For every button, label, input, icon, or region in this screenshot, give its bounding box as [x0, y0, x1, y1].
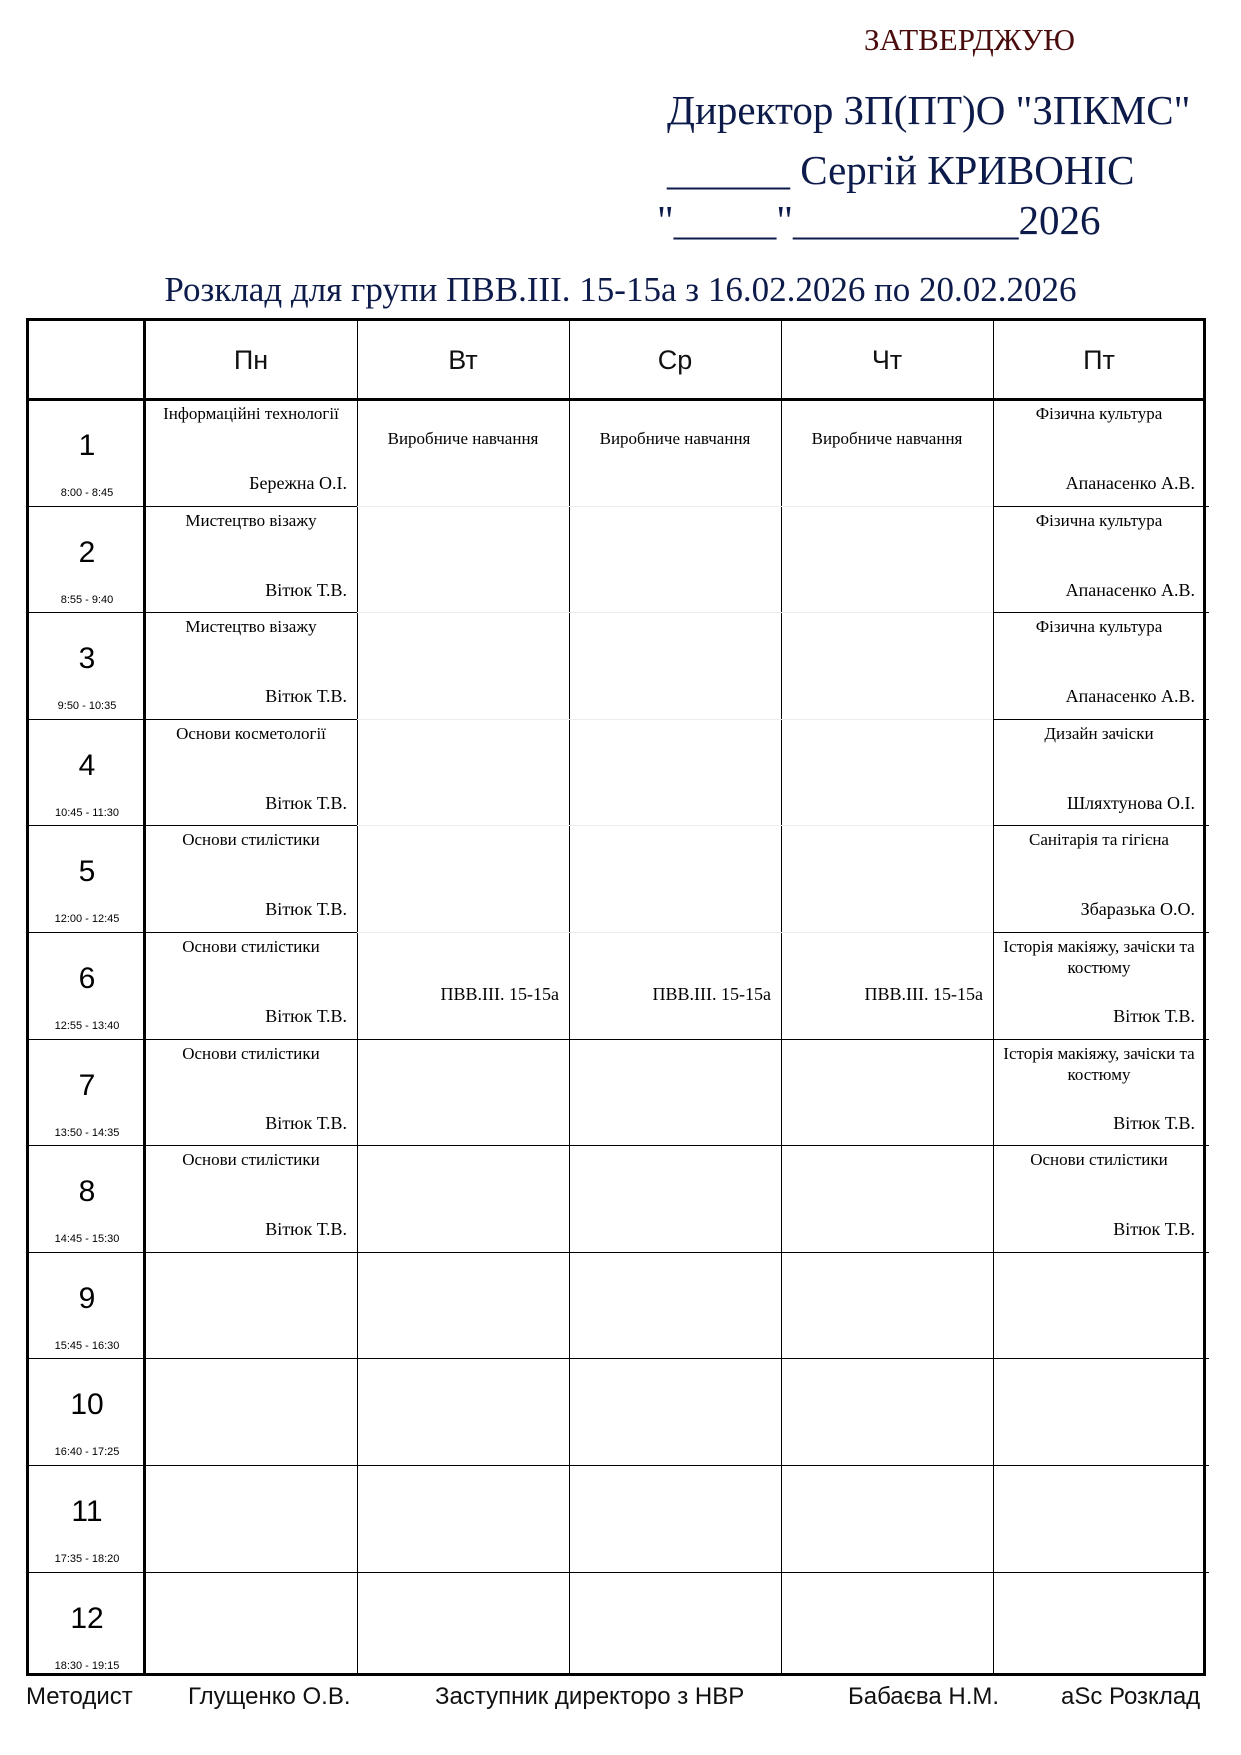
period-time: 17:35 - 18:20	[54, 1553, 120, 1565]
row-divider	[993, 1572, 1209, 1573]
lesson-teacher: Апанасенко А.В.	[1065, 473, 1195, 493]
lesson-teacher: Шляхтунова О.І.	[1067, 792, 1195, 813]
row-divider	[357, 1039, 993, 1040]
lesson-cell[interactable]	[993, 506, 1205, 613]
lesson-subject: Основи стилістики	[182, 830, 320, 850]
schedule-title: Розклад для групи ПВВ.ІІІ. 15-15а з 16.02.2026 по 20.02.2026	[164, 270, 1077, 309]
lesson-cell[interactable]	[145, 506, 357, 613]
block-faint-divider	[357, 932, 993, 933]
row-divider	[29, 1572, 357, 1573]
block-faint-divider	[357, 719, 993, 720]
row-divider	[357, 1145, 993, 1146]
period-time: 13:50 - 14:35	[54, 1126, 120, 1139]
row-divider	[357, 1252, 993, 1253]
lesson-teacher: Вітюк Т.В.	[265, 579, 347, 600]
period-time: 10:45 - 11:30	[54, 806, 119, 819]
lesson-subject: Фізична культура	[1035, 404, 1163, 423]
lesson-subject: Санітарія та гігієна	[1029, 830, 1169, 850]
period-number: 11	[71, 1495, 103, 1528]
approved-label: ЗАТВЕРДЖУЮ	[864, 22, 1075, 57]
row-divider	[29, 1465, 357, 1466]
period-number: 8	[78, 1175, 96, 1209]
lesson-cell[interactable]	[993, 825, 1205, 932]
block-faint-divider	[357, 612, 993, 613]
lesson-subject: Історія макіяжу, зачіски та костюму	[1003, 1043, 1195, 1084]
lesson-teacher: Вітюк Т.В.	[265, 1112, 347, 1133]
lesson-cell[interactable]	[993, 612, 1205, 719]
lesson-subject: Основи стилістики	[182, 1043, 320, 1063]
software-credit: aSc Розклад	[1061, 1683, 1201, 1710]
day-header: Чт	[871, 345, 903, 375]
period-number: 12	[70, 1601, 104, 1635]
lesson-cell[interactable]	[145, 1145, 357, 1252]
block-faint-divider	[357, 506, 993, 507]
day-header: Пт	[1083, 345, 1115, 375]
lesson-subject: Фізична культура	[1035, 510, 1163, 530]
period-time: 18:30 - 19:15	[54, 1659, 120, 1672]
period-time: 14:45 - 15:30	[54, 1233, 120, 1246]
lesson-subject: Історія макіяжу, зачіски та костюму	[1003, 937, 1195, 977]
lesson-teacher: Вітюк Т.В.	[265, 899, 347, 920]
period-number: 5	[78, 855, 96, 889]
period-time: 8:00 - 8:45	[60, 487, 114, 499]
lesson-cell[interactable]	[145, 612, 357, 719]
lesson-subject: Основи косметології	[176, 723, 326, 743]
lesson-subject: Основи стилістики	[182, 1150, 320, 1170]
row-divider	[993, 1252, 1209, 1253]
lesson-cell[interactable]	[993, 399, 1205, 506]
lesson-teacher: Збаразька О.О.	[1080, 899, 1195, 920]
lesson-teacher: Вітюк Т.В.	[265, 792, 347, 813]
lesson-subject: Основи стилістики	[182, 937, 320, 956]
timetable	[26, 318, 1206, 1676]
practice-block-subject: Виробниче навчання	[811, 429, 963, 448]
director-signature-line: ______ Сергій КРИВОНІС	[667, 147, 1135, 193]
period-time: 8:55 - 9:40	[60, 593, 114, 606]
approval-date-line: "_____"___________2026	[657, 197, 1101, 243]
lesson-cell[interactable]	[145, 719, 357, 826]
period-time: 12:00 - 12:45	[54, 913, 120, 926]
lesson-teacher: Вітюк Т.В.	[265, 686, 347, 707]
period-number: 3	[78, 642, 96, 676]
row-divider	[357, 1572, 993, 1573]
practice-block-group: ПВВ.ІІІ. 15-15а	[440, 984, 559, 1004]
lesson-cell[interactable]	[993, 932, 1205, 1039]
period-number: 7	[78, 1068, 96, 1102]
methodist-name: Глущенко О.В.	[188, 1683, 351, 1710]
lesson-cell[interactable]	[993, 1039, 1205, 1146]
row-divider	[993, 1465, 1209, 1466]
lesson-teacher: Вітюк Т.В.	[1113, 1006, 1195, 1026]
lesson-teacher: Бережна О.І.	[249, 473, 347, 493]
lesson-subject: Фізична культура	[1035, 617, 1163, 637]
lesson-cell[interactable]	[145, 1039, 357, 1146]
row-divider	[357, 1358, 993, 1359]
lesson-teacher: Вітюк Т.В.	[1113, 1112, 1195, 1133]
lesson-subject: Основи стилістики	[1030, 1150, 1168, 1170]
lesson-cell[interactable]	[993, 719, 1205, 826]
period-time: 16:40 - 17:25	[54, 1446, 120, 1459]
lesson-teacher: Вітюк Т.В.	[265, 1219, 347, 1240]
period-number: 1	[78, 429, 96, 462]
period-number: 2	[78, 535, 96, 569]
period-time: 15:45 - 16:30	[54, 1339, 120, 1352]
lesson-teacher: Вітюк Т.В.	[1113, 1219, 1195, 1240]
day-header: Пн	[233, 345, 269, 375]
period-number: 9	[78, 1281, 96, 1315]
deputy-name: Бабаєва Н.М.	[848, 1683, 1000, 1710]
lesson-teacher: Апанасенко А.В.	[1065, 686, 1195, 707]
practice-block-group: ПВВ.ІІІ. 15-15а	[652, 984, 771, 1004]
director-title: Директор ЗП(ПТ)О "ЗПКМС"	[667, 87, 1191, 133]
period-number: 6	[78, 962, 96, 995]
lesson-cell[interactable]	[145, 399, 357, 506]
block-faint-divider	[357, 825, 993, 826]
lesson-cell[interactable]	[145, 825, 357, 932]
lesson-subject: Інформаційні технології	[163, 404, 339, 423]
deputy-label: Заступник директоро з НВР	[435, 1683, 745, 1710]
lesson-subject: Мистецтво візажу	[185, 510, 317, 530]
day-header: Вт	[448, 345, 478, 375]
period-number: 10	[70, 1388, 104, 1422]
lesson-teacher: Вітюк Т.В.	[265, 1006, 347, 1026]
practice-block-subject: Виробниче навчання	[387, 429, 539, 448]
row-divider	[29, 1358, 357, 1359]
methodist-label: Методист	[26, 1683, 133, 1710]
lesson-cell[interactable]	[993, 1145, 1205, 1252]
lesson-teacher: Апанасенко А.В.	[1065, 579, 1195, 600]
lesson-subject: Мистецтво візажу	[185, 617, 317, 637]
practice-block-subject: Виробниче навчання	[599, 429, 751, 448]
day-header: Ср	[657, 345, 693, 375]
period-number: 4	[78, 748, 96, 782]
lesson-subject: Дизайн зачіски	[1044, 723, 1154, 743]
practice-block-group: ПВВ.ІІІ. 15-15а	[864, 984, 983, 1004]
row-divider	[993, 1358, 1209, 1359]
row-divider	[29, 1252, 357, 1253]
lesson-cell[interactable]	[145, 932, 357, 1039]
row-divider	[357, 1465, 993, 1466]
period-time: 9:50 - 10:35	[57, 700, 117, 713]
period-time: 12:55 - 13:40	[54, 1020, 120, 1032]
